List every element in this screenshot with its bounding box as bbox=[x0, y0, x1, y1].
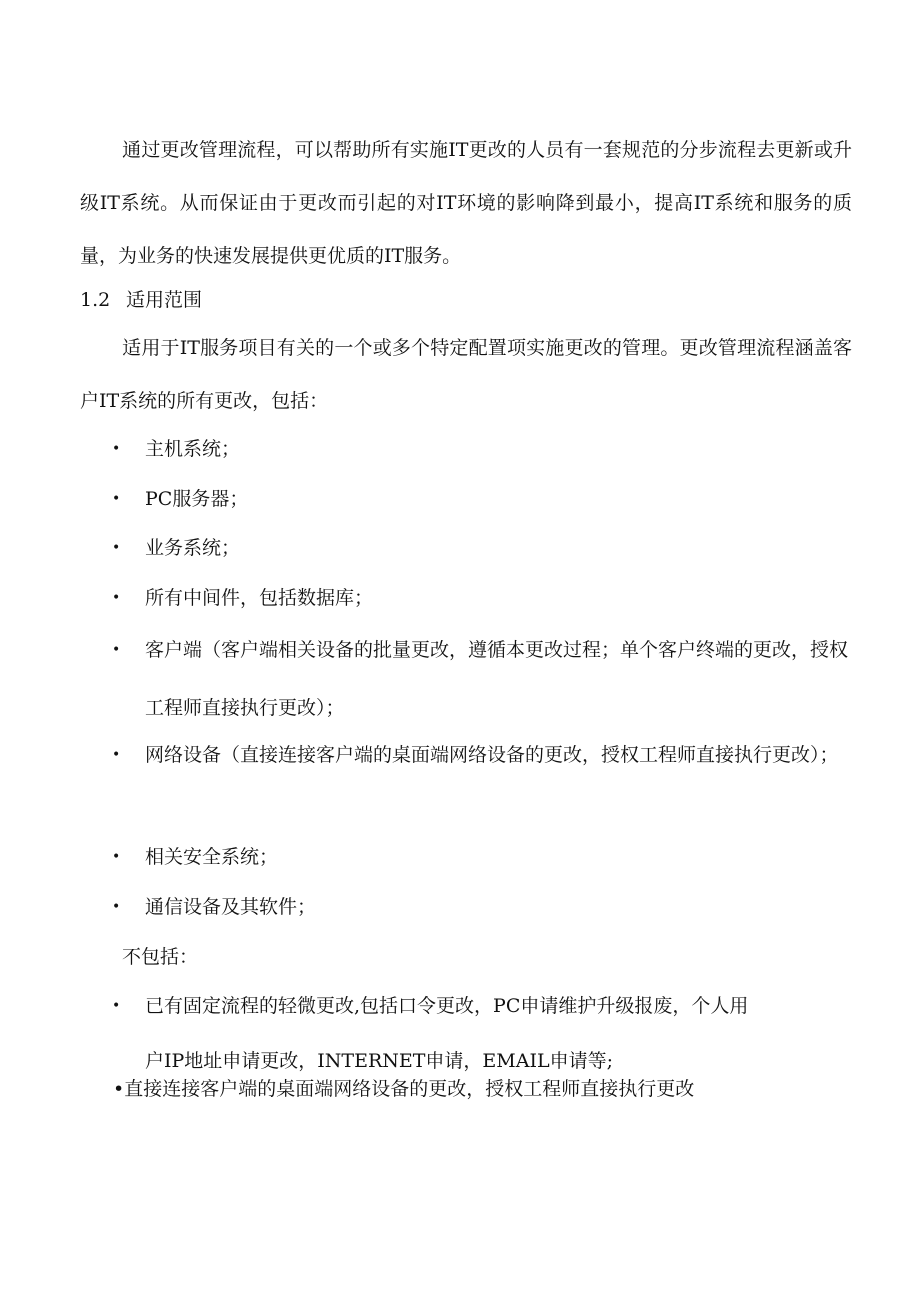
list-item bbox=[112, 977, 852, 1035]
list-item bbox=[112, 621, 852, 737]
bullet-marker: • bbox=[112, 747, 121, 763]
excluded-label: 不包括： bbox=[122, 946, 199, 968]
list-item: •直接连接客户端的桌面端网络设备的更改，授权工程师直接执行更改 bbox=[113, 1078, 695, 1100]
section-number: 1.2 bbox=[80, 289, 111, 311]
list-item-text: 客户端（客户端相关设备的批量更改，遵循本更改过程；单个客户终端的更改，授权工程师直接执行更改）； bbox=[145, 639, 849, 719]
list-item-text: 网络设备（直接连接客户端的桌面端网络设备的更改，授权工程师直接执行更改）； bbox=[145, 744, 839, 766]
bullet-marker: • bbox=[112, 849, 121, 865]
list-item-text: 主机系统； bbox=[145, 438, 241, 460]
bullet-marker: • bbox=[112, 998, 121, 1014]
bullet-marker: • bbox=[112, 441, 121, 457]
bullet-marker: • bbox=[112, 590, 121, 606]
intro-paragraph-text: 通过更改管理流程，可以帮助所有实施IT更改的人员有一套规范的分步流程去更新或升级IT系统。从而保证由于更改而引起的对IT环境的影响降到最小，提高IT系统和服务的质量，为业务的快速发展提供更优质的IT服务。 bbox=[80, 139, 852, 267]
list-item bbox=[112, 569, 852, 627]
list-item-text: PC服务器； bbox=[145, 488, 249, 510]
list-item-text: 已有固定流程的轻微更改,包括口令更改，PC申请维护升级报废，个人用 bbox=[145, 995, 749, 1017]
list-item-text: 业务系统； bbox=[145, 537, 241, 559]
scope-paragraph bbox=[80, 322, 852, 428]
list-item-text: 相关安全系统； bbox=[145, 846, 279, 868]
list-item bbox=[112, 726, 852, 784]
bullet-marker: • bbox=[112, 491, 121, 507]
section-heading bbox=[80, 285, 202, 315]
list-item-continuation: 户IP地址申请更改，INTERNET申请，EMAIL申请等; bbox=[145, 1050, 614, 1072]
bullet-marker: • bbox=[112, 642, 121, 658]
bullet-marker: • bbox=[112, 540, 121, 556]
scope-paragraph-text: 适用于IT服务项目有关的一个或多个特定配置项实施更改的管理。更改管理流程涵盖客户IT系统的所有更改，包括： bbox=[80, 337, 852, 412]
bullet-marker: • bbox=[112, 899, 121, 915]
list-item-text: 通信设备及其软件； bbox=[145, 896, 317, 918]
list-item-text: 所有中间件，包括数据库； bbox=[145, 587, 374, 609]
list-item bbox=[112, 878, 852, 936]
section-title: 适用范围 bbox=[126, 289, 203, 311]
intro-paragraph bbox=[80, 124, 852, 283]
